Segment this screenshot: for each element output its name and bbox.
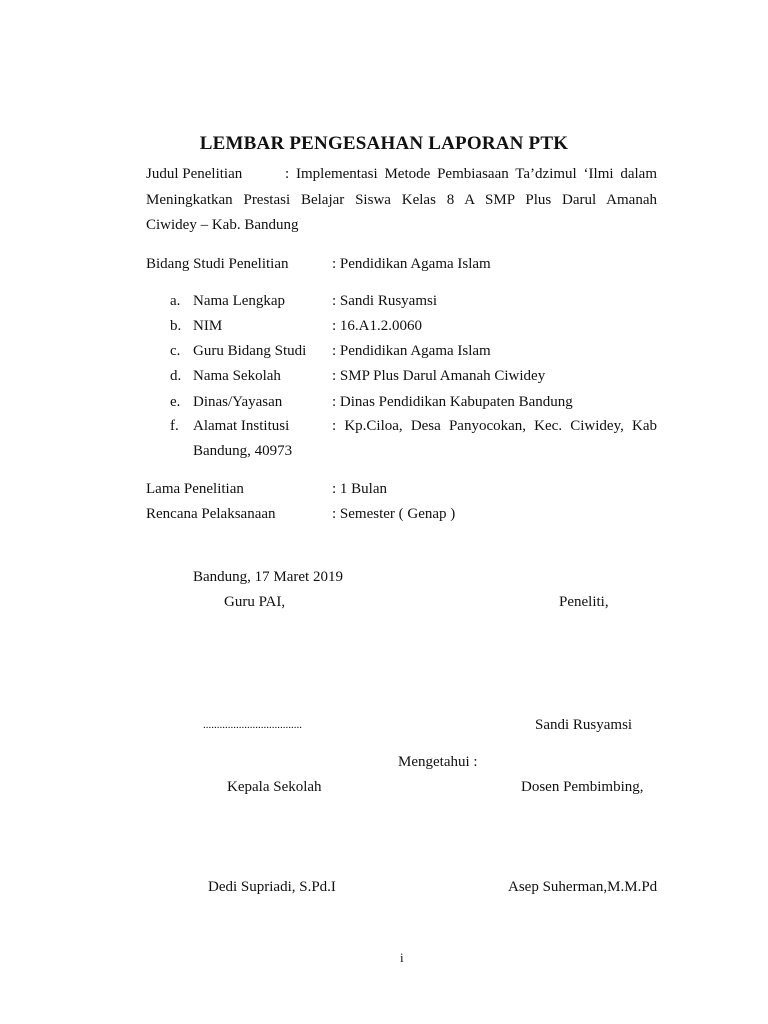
item-f-label: Alamat Institusi	[193, 418, 290, 434]
bidang-label: Bidang Studi Penelitian	[146, 256, 289, 272]
kepala-name: Dedi Supriadi, S.Pd.I	[208, 879, 336, 895]
bidang-value: : Pendidikan Agama Islam	[332, 256, 491, 272]
kepala-role: Kepala Sekolah	[227, 779, 322, 795]
right-signature-name: Sandi Rusyamsi	[535, 717, 633, 733]
item-b-marker: b.	[170, 318, 182, 334]
item-e-label: Dinas/Yayasan	[193, 394, 283, 410]
lama-label: Lama Penelitian	[146, 481, 244, 497]
left-role: Guru PAI,	[224, 594, 286, 610]
judul-value-line3: Ciwidey – Kab. Bandung	[146, 217, 299, 233]
rencana-value: : Semester ( Genap )	[332, 506, 456, 522]
item-a-value: : Sandi Rusyamsi	[332, 293, 438, 309]
judul-value-line1: : Implementasi Metode Pembiasaan Ta’dzimul ‘Ilmi dalam	[285, 166, 657, 182]
rencana-label: Rencana Pelaksanaan	[146, 506, 276, 522]
item-c-value: : Pendidikan Agama Islam	[332, 343, 491, 359]
place-date: Bandung, 17 Maret 2019	[193, 569, 343, 585]
right-role: Peneliti,	[559, 594, 609, 610]
item-c-label: Guru Bidang Studi	[193, 343, 307, 359]
item-d-marker: d.	[170, 368, 182, 384]
item-d-label: Nama Sekolah	[193, 368, 281, 384]
judul-value-line2: Meningkatkan Prestasi Belajar Siswa Kelas 8 A SMP Plus Darul Amanah	[146, 192, 657, 208]
page-number: i	[400, 950, 404, 965]
item-d-value: : SMP Plus Darul Amanah Ciwidey	[332, 368, 546, 384]
item-e-value: : Dinas Pendidikan Kabupaten Bandung	[332, 394, 573, 410]
dosen-name: Asep Suherman,M.M.Pd	[508, 879, 658, 895]
page-title: LEMBAR PENGESAHAN LAPORAN PTK	[199, 133, 569, 154]
item-f-value: : Kp.Ciloa, Desa Panyocokan, Kec. Ciwidey, Kab	[332, 418, 657, 434]
item-a-marker: a.	[170, 293, 181, 309]
mengetahui: Mengetahui :	[398, 754, 478, 770]
left-signature-line: ....................................	[203, 719, 302, 731]
item-b-value: : 16.A1.2.0060	[332, 318, 422, 334]
item-b-label: NIM	[193, 318, 223, 334]
item-e-marker: e.	[170, 394, 181, 410]
item-f-value-cont: Bandung, 40973	[193, 443, 293, 459]
item-a-label: Nama Lengkap	[193, 293, 286, 309]
lama-value: : 1 Bulan	[332, 481, 387, 497]
item-f-marker: f.	[170, 418, 179, 434]
item-c-marker: c.	[170, 343, 181, 359]
dosen-role: Dosen Pembimbing,	[521, 779, 644, 795]
judul-label: Judul Penelitian	[146, 166, 243, 182]
